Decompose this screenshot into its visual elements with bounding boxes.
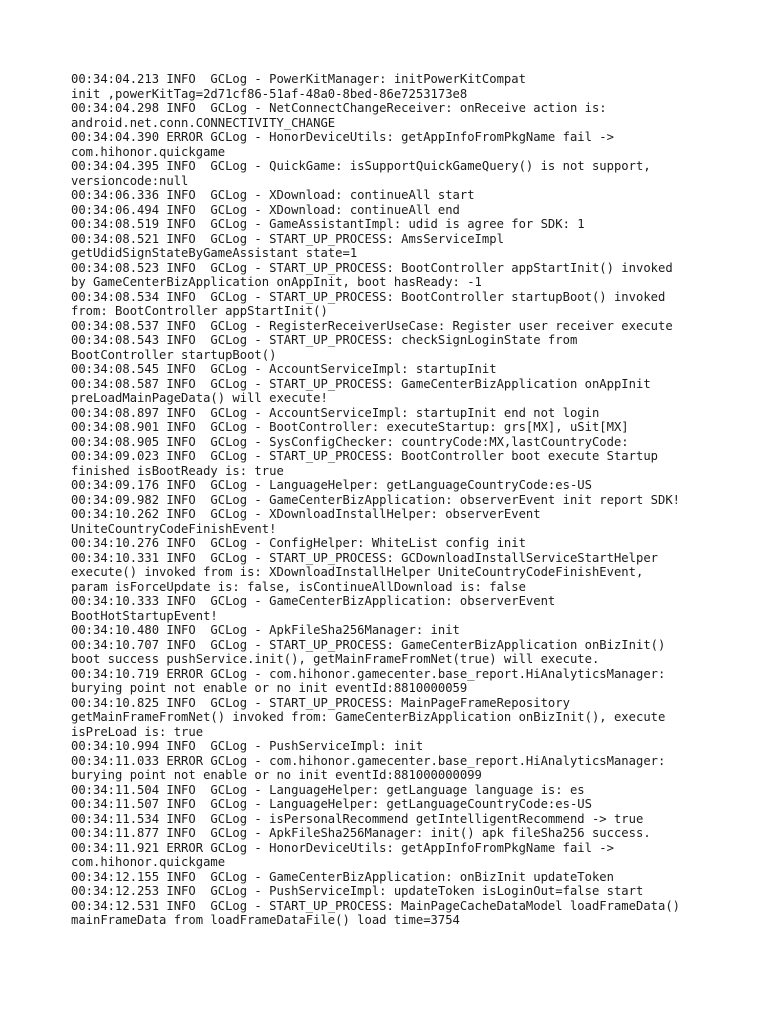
log-line: 00:34:08.523 INFO GCLog - START_UP_PROCESS: BootController appStartInit() invoked bbox=[71, 260, 673, 275]
log-line: 00:34:08.897 INFO GCLog - AccountServiceImpl: startupInit end not login bbox=[71, 405, 600, 420]
log-line: 00:34:10.994 INFO GCLog - PushServiceImpl: init bbox=[71, 739, 424, 753]
log-line: 00:34:10.262 INFO GCLog - XDownloadInstallHelper: observerEvent bbox=[71, 507, 541, 521]
log-line: param isForceUpdate is: false, isContinueAllDownload is: false bbox=[71, 579, 526, 594]
log-line: 00:34:08.905 INFO GCLog - SysConfigChecker: countryCode:MX,lastCountryCode: bbox=[71, 434, 629, 449]
log-line: 00:34:04.390 ERROR GCLog - HonorDeviceUtils: getAppInfoFromPkgName fail -> bbox=[71, 130, 614, 144]
log-line: 00:34:11.507 INFO GCLog - LanguageHelper: getLanguageCountryCode:es-US bbox=[71, 797, 592, 811]
log-line: isPreLoad is: true bbox=[71, 724, 204, 739]
log-line: 00:34:12.155 INFO GCLog - GameCenterBizApplication: onBizInit updateToken bbox=[71, 869, 614, 884]
log-line: finished isBootReady is: true bbox=[71, 463, 284, 478]
log-line: burying point not enable or no init eventId:8810000059 bbox=[71, 681, 468, 695]
log-line: 00:34:09.176 INFO GCLog - LanguageHelper: getLanguageCountryCode:es-US bbox=[71, 478, 592, 492]
log-line: execute() invoked from is: XDownloadInstallHelper UniteCountryCodeFinishEvent, bbox=[71, 565, 644, 579]
log-line: android.net.conn.CONNECTIVITY_CHANGE bbox=[71, 115, 336, 130]
log-line: 00:34:04.213 INFO GCLog - PowerKitManager: initPowerKitCompat bbox=[71, 72, 526, 86]
log-line: boot success pushService.init(), getMainFrameFromNet(true) will execute. bbox=[71, 652, 600, 666]
log-line: 00:34:04.298 INFO GCLog - NetConnectChangeReceiver: onReceive action is: bbox=[71, 101, 607, 115]
log-line: init ,powerKitTag=2d71cf86-51af-48a0-8bed-86e7253173e8 bbox=[71, 86, 468, 101]
log-line: 00:34:12.253 INFO GCLog - PushServiceImpl: updateToken isLoginOut=false start bbox=[71, 884, 644, 898]
log-line: from: BootController appStartInit() bbox=[71, 304, 328, 318]
log-line: 00:34:10.719 ERROR GCLog - com.hihonor.gamecenter.base_report.HiAnalyticsManager: bbox=[71, 666, 666, 681]
log-line: 00:34:11.877 INFO GCLog - ApkFileSha256Manager: init() apk fileSha256 success. bbox=[71, 826, 651, 840]
log-line: 00:34:08.901 INFO GCLog - BootController: executeStartup: grs[MX], uSit[MX] bbox=[71, 420, 629, 434]
log-line: BootHotStartupEvent! bbox=[71, 608, 218, 623]
log-line: 00:34:11.033 ERROR GCLog - com.hihonor.gamecenter.base_report.HiAnalyticsManager: bbox=[71, 753, 666, 768]
log-line: 00:34:06.494 INFO GCLog - XDownload: continueAll end bbox=[71, 202, 460, 217]
log-line: 00:34:08.587 INFO GCLog - START_UP_PROCESS: GameCenterBizApplication onAppInit bbox=[71, 376, 651, 391]
log-line: 00:34:10.333 INFO GCLog - GameCenterBizApplication: observerEvent bbox=[71, 594, 556, 608]
log-line: 00:34:10.331 INFO GCLog - START_UP_PROCESS: GCDownloadInstallServiceStartHelper bbox=[71, 550, 658, 565]
log-line: 00:34:08.537 INFO GCLog - RegisterReceiverUseCase: Register user receiver execute bbox=[71, 318, 673, 333]
log-line: com.hihonor.quickgame bbox=[71, 144, 226, 159]
log-line: 00:34:10.707 INFO GCLog - START_UP_PROCESS: GameCenterBizApplication onBizInit() bbox=[71, 637, 666, 652]
log-line: 00:34:08.543 INFO GCLog - START_UP_PROCESS: checkSignLoginState from bbox=[71, 333, 578, 347]
log-line: 00:34:09.982 INFO GCLog - GameCenterBizApplication: observerEvent init report SDK! bbox=[71, 492, 681, 507]
log-line: com.hihonor.quickgame bbox=[71, 855, 226, 869]
log-line: 00:34:04.395 INFO GCLog - QuickGame: isSupportQuickGameQuery() is not support, bbox=[71, 159, 651, 173]
log-line: 00:34:12.531 INFO GCLog - START_UP_PROCESS: MainPageCacheDataModel loadFrameData() bbox=[71, 898, 681, 913]
log-line: 00:34:06.336 INFO GCLog - XDownload: continueAll start bbox=[71, 188, 475, 202]
log-line: 00:34:10.825 INFO GCLog - START_UP_PROCESS: MainPageFrameRepository bbox=[71, 695, 570, 710]
log-line: preLoadMainPageData() will execute! bbox=[71, 391, 328, 405]
log-line: getUdidSignStateByGameAssistant state=1 bbox=[71, 246, 358, 260]
log-line: 00:34:09.023 INFO GCLog - START_UP_PROCESS: BootController boot execute Startup bbox=[71, 449, 658, 463]
log-line: by GameCenterBizApplication onAppInit, boot hasReady: -1 bbox=[71, 275, 482, 289]
log-line: 00:34:11.921 ERROR GCLog - HonorDeviceUtils: getAppInfoFromPkgName fail -> bbox=[71, 840, 614, 855]
log-line: 00:34:11.504 INFO GCLog - LanguageHelper: getLanguage language is: es bbox=[71, 782, 585, 797]
log-line: UniteCountryCodeFinishEvent! bbox=[71, 521, 277, 536]
log-line: 00:34:10.276 INFO GCLog - ConfigHelper: WhiteList config init bbox=[71, 536, 526, 550]
log-line: 00:34:08.521 INFO GCLog - START_UP_PROCESS: AmsServiceImpl bbox=[71, 231, 504, 246]
log-line: BootController startupBoot() bbox=[71, 347, 277, 362]
log-line: versioncode:null bbox=[71, 173, 189, 188]
log-line: 00:34:08.519 INFO GCLog - GameAssistantImpl: udid is agree for SDK: 1 bbox=[71, 217, 585, 231]
log-line: 00:34:11.534 INFO GCLog - isPersonalRecommend getIntelligentRecommend -> true bbox=[71, 811, 644, 826]
log-text-block bbox=[71, 72, 731, 928]
log-line: 00:34:08.545 INFO GCLog - AccountServiceImpl: startupInit bbox=[71, 362, 497, 376]
log-line: 00:34:08.534 INFO GCLog - START_UP_PROCESS: BootController startupBoot() invoked bbox=[71, 289, 666, 304]
log-line: burying point not enable or no init eventId:881000000099 bbox=[71, 768, 482, 782]
log-line: mainFrameData from loadFrameDataFile() load time=3754 bbox=[71, 913, 460, 927]
log-line: 00:34:10.480 INFO GCLog - ApkFileSha256Manager: init bbox=[71, 623, 460, 637]
log-line: getMainFrameFromNet() invoked from: GameCenterBizApplication onBizInit(), execute bbox=[71, 710, 666, 724]
